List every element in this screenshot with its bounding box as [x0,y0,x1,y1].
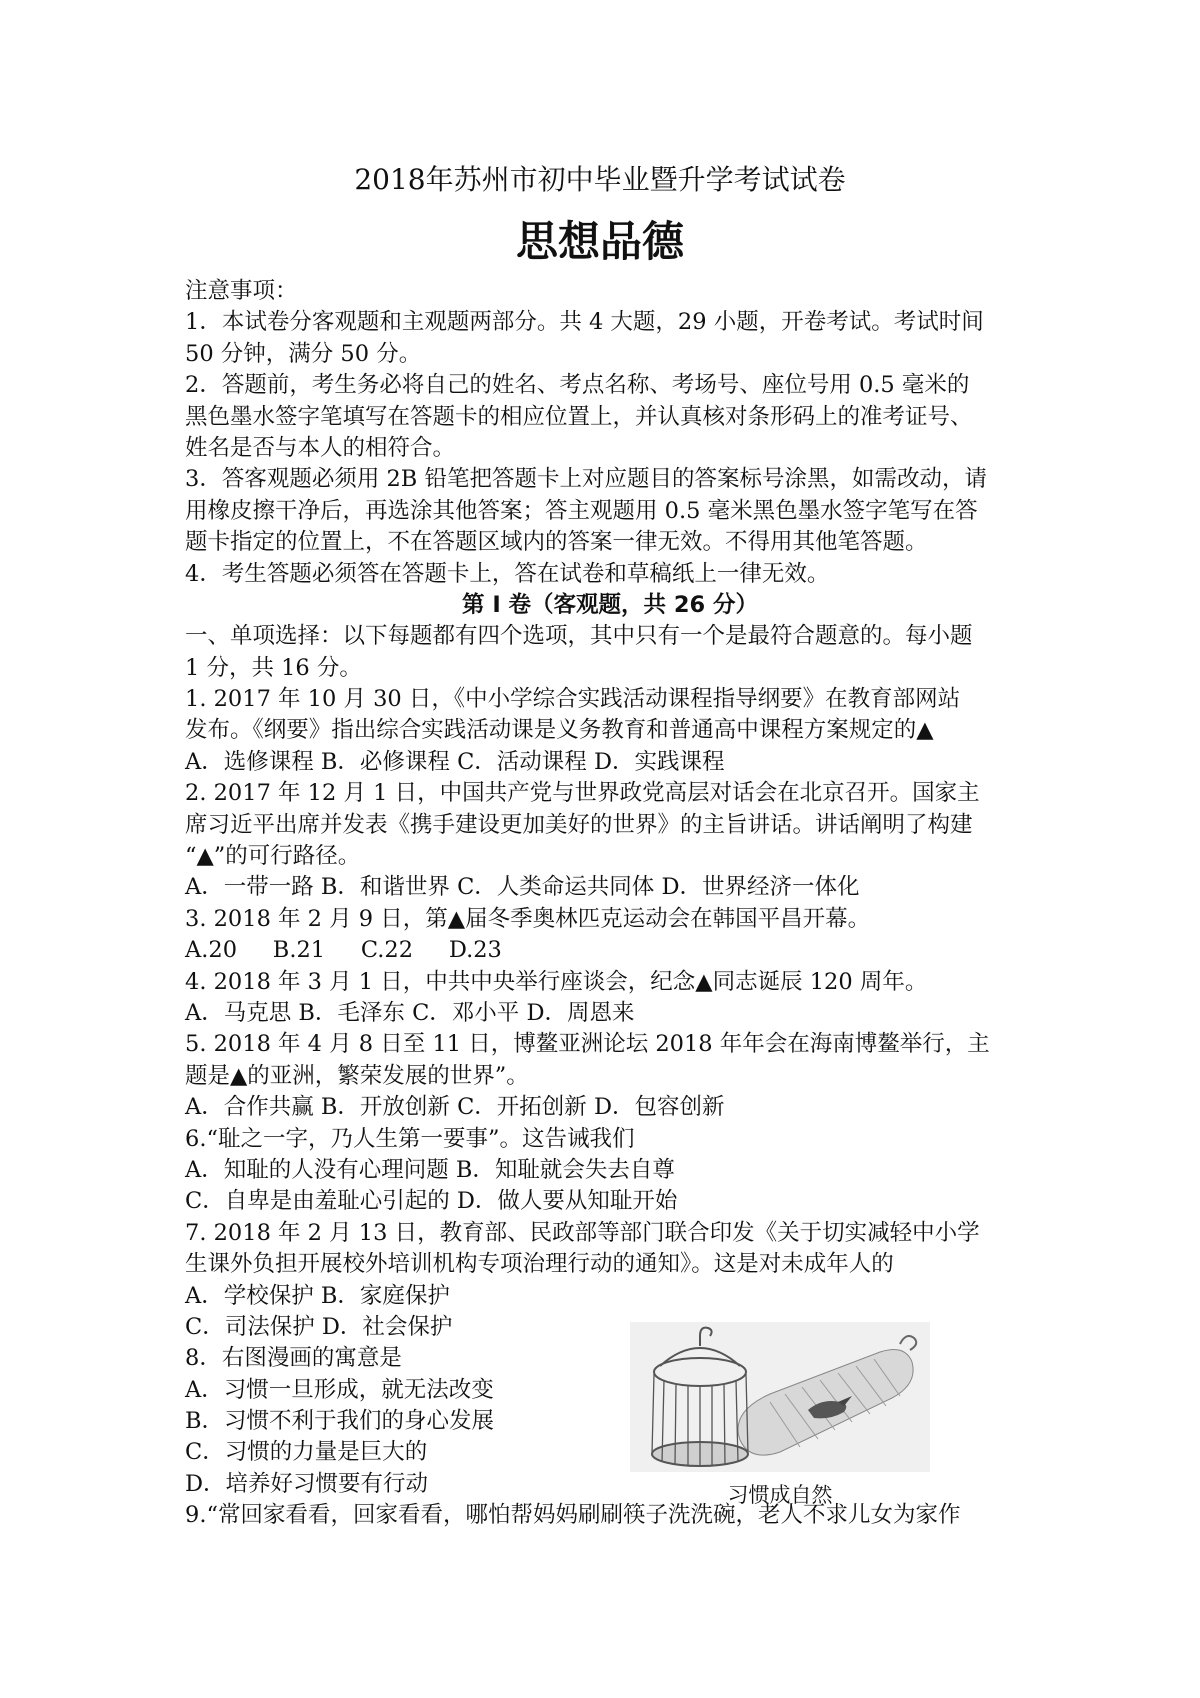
question-7-options: C．司法保护 D．社会保护 [185,1313,453,1340]
exam-title: 2018年苏州市初中毕业暨升学考试试卷 [354,163,846,196]
question-9: 9.“常回家看看，回家看看，哪怕帮妈妈刷刷筷子洗洗碗，老人不求儿女为家作 [185,1502,961,1529]
question-8-option: A．习惯一旦形成，就无法改变 [185,1376,494,1403]
question-1: 1. 2017 年 10 月 30 日，《中小学综合实践活动课程指导纲要》在教育部网站 [185,686,961,713]
question-8-option: D．培养好习惯要有行动 [185,1470,429,1497]
question-7: 生课外负担开展校外培训机构专项治理行动的通知》。这是对未成年人的 [185,1251,894,1278]
question-8-option: C．习惯的力量是巨大的 [185,1439,428,1466]
cartoon-figure [630,1322,930,1510]
section-heading: 第 I 卷（客观题，共 26 分） [461,591,759,618]
notice-line: 1．本试卷分客观题和主观题两部分。共 4 大题，29 小题，开卷考试。考试时间 [185,309,984,336]
notice-heading: 注意事项： [185,278,298,304]
notice-line: 50 分钟，满分 50 分。 [185,340,422,367]
notice-line: 题卡指定的位置上，不在答题区域内的答案一律无效。不得用其他笔答题。 [185,529,928,556]
question-6: 6.“耻之一字，乃人生第一要事”。这告诫我们 [185,1125,635,1152]
question-6-options: C．自卑是由羞耻心引起的 D．做人要从知耻开始 [185,1188,678,1215]
notice-line: 姓名是否与本人的相符合。 [185,434,456,461]
question-1: 发布。《纲要》指出综合实践活动课是义务教育和普通高中课程方案规定的▲ [185,717,934,744]
question-4: 4. 2018 年 3 月 1 日，中共中央举行座谈会，纪念▲同志诞辰 120 周年。 [185,968,928,995]
notice-line: 黑色墨水签字笔填写在答题卡的相应位置上，并认真核对条形码上的准考证号、 [185,403,973,430]
question-7: 7. 2018 年 2 月 13 日，教育部、民政部等部门联合印发《关于切实减轻中小学 [185,1219,980,1246]
question-2-options: A．一带一路 B．和谐世界 C．人类命运共同体 D．世界经济一体化 [185,874,860,901]
cartoon-caption: 习惯成自然 [727,1483,833,1507]
question-8-option: B．习惯不利于我们的身心发展 [185,1408,495,1435]
notice-line: 用橡皮擦干净后，再选涂其他答案；答主观题用 0.5 毫米黑色墨水签字笔写在答 [185,497,978,524]
question-2: 席习近平出席并发表《携手建设更加美好的世界》的主旨讲话。讲话阐明了构建 [185,811,973,838]
question-2: 2. 2017 年 12 月 1 日，中国共产党与世界政党高层对话会在北京召开。国家主 [185,780,980,807]
notice-line: 2．答题前，考生务必将自己的姓名、考点名称、考场号、座位号用 0.5 毫米的 [185,372,970,399]
question-5: 题是▲的亚洲，繁荣发展的世界”。 [185,1062,529,1089]
question-5: 5. 2018 年 4 月 8 日至 11 日，博鳌亚洲论坛 2018 年年会在海南博鳌举行，主 [185,1031,990,1058]
question-8: 8．右图漫画的寓意是 [185,1345,402,1372]
subject-title: 思想品德 [515,217,684,266]
notice-line: 4．考生答题必须答在答题卡上，答在试卷和草稿纸上一律无效。 [185,560,830,587]
question-1-options: A．选修课程 B．必修课程 C．活动课程 D．实践课程 [185,748,725,775]
question-6-options: A．知耻的人没有心理问题 B．知耻就会失去自尊 [185,1156,675,1183]
question-3: 3. 2018 年 2 月 9 日，第▲届冬季奥林匹克运动会在韩国平昌开幕。 [185,905,871,932]
question-5-options: A．合作共赢 B．开放创新 C．开拓创新 D．包容创新 [185,1094,725,1121]
notice-line: 3．答客观题必须用 2B 铅笔把答题卡上对应题目的答案标号涂黑，如需改动，请 [185,466,987,493]
question-3-options: A.20 B.21 C.22 D.23 [185,937,502,964]
question-7-options: A．学校保护 B．家庭保护 [185,1282,450,1309]
instruction-line: 一、单项选择：以下每题都有四个选项，其中只有一个是最符合题意的。每小题 [185,623,973,650]
question-4-options: A．马克思 B．毛泽东 C．邓小平 D．周恩来 [185,999,635,1026]
birdcage-cartoon-image [630,1322,930,1472]
instruction-line: 1 分，共 16 分。 [185,654,362,681]
question-2: “▲”的可行路径。 [185,843,361,870]
